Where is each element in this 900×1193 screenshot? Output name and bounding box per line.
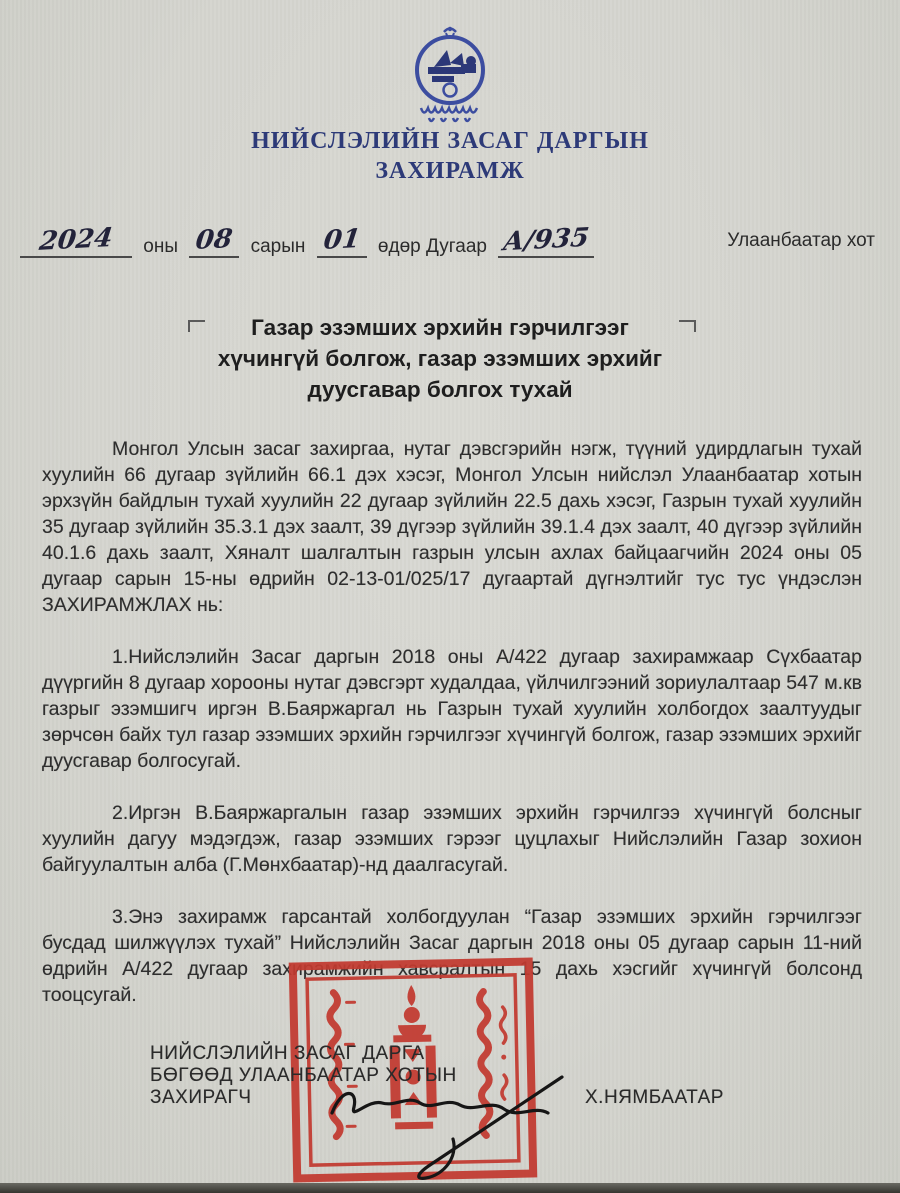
ulaanbaatar-city-emblem-icon	[391, 24, 509, 124]
month-blank	[189, 222, 239, 258]
clause-3-paragraph: 3.Энэ захирамж гарсантай холбогдуулан “Газар эзэмших эрхийн гэрчилгээг бусдад шилжүүлэх тухай” Нийслэлийн Засаг даргын 2018 оны 05 дугаар сарын 11-ний өдрийн А/422 дугаар захирамжийн хавсралтын 15 дахь хэсгийг хүчингүй болсонд тооцсугай.	[42, 906, 862, 1006]
city-label: Улаанбаатар хот	[727, 230, 875, 251]
day-blank	[317, 222, 367, 258]
date-fields	[20, 222, 427, 258]
signer-position-line3: ЗАХИРАГЧ	[150, 1087, 252, 1108]
org-name	[0, 126, 900, 186]
org-name-line1: НИЙСЛЭЛИЙН ЗАСАГ ДАРГЫН	[251, 128, 649, 154]
title-line-1: Газар эзэмших эрхийн гэрчилгээг	[251, 315, 629, 340]
preamble-paragraph: Монгол Улсын засаг захиргаа, нутаг дэвсгэрийн нэгж, түүний удирдлагын тухай хуулийн 66 дугаар зүйлийн 66.1 дэх хэсэг, Монгол Улсын нийслэл Улаанбаатар хотын эрхзүйн байдлын тухай хуулийн 22 дугаар зүйлийн 22.5 дахь хэсэг, Газрын тухай хуулийн 35 дугаар зүйлийн 35.3.1 дэх заалт, 39 дүгээр зүйлийн 39.1.4 дэх заалт, 40 дүгээр зүйлийн 40.1.6 дахь заалт, Хяналт шалгалтын газрын улсын ахлах байцаагчийн 2024 оны 05 дугаар сарын 15-ны өдрийн 02-13-01/025/17 дугаартай дүгнэлтийг тус тус үндэслэн ЗАХИРАМЖЛАХ нь:	[42, 438, 862, 616]
decree-number-label: Дугаар	[426, 236, 487, 257]
month-label: сарын	[250, 236, 306, 257]
day-label: өдөр	[377, 236, 421, 257]
decree-number-blank	[498, 222, 594, 258]
signer-name: Х.НЯМБААТАР	[585, 1087, 724, 1108]
decree-number-handwritten-value: А/935	[501, 222, 591, 258]
document-body	[42, 436, 862, 1034]
document-title	[180, 312, 700, 405]
year-label: оны	[143, 236, 178, 257]
year-handwritten-value: 2024	[37, 223, 115, 257]
day-handwritten-value: 01	[321, 224, 362, 256]
clause-1-paragraph: 1.Нийслэлийн Засаг даргын 2018 оны А/422 дугаар захирамжаар Сүхбаатар дүүргийн 8 дугаар хорооны нутаг дэвсгэрт худалдаа, үйлчилгээний зориулалтаар 547 м.кв газрыг эзэмшигч иргэн В.Баяржаргал нь Газрын тухай хуулийн холбогдох заалтуудыг зөрчсөн байх тул газар эзэмших эрхийн гэрчилгээг хүчингүй болгож, газар эзэмших эрхийг дуусгавар болгосугай.	[42, 646, 862, 772]
month-handwritten-value: 08	[194, 224, 235, 256]
org-name-line2: ЗАХИРАМЖ	[375, 158, 525, 184]
crop-mark-left-icon	[188, 320, 205, 332]
year-blank	[20, 222, 132, 258]
signature-section	[0, 1005, 900, 1193]
decree-number-field	[420, 222, 594, 258]
signer-position-line1: НИЙСЛЭЛИЙН ЗАСАГ ДАРГА	[150, 1043, 425, 1064]
signer-position-line2: БӨГӨӨД УЛААНБААТАР ХОТЫН	[150, 1065, 457, 1086]
date-number-row	[0, 218, 900, 258]
emblem-container	[0, 24, 900, 129]
crop-mark-right-icon	[679, 320, 696, 332]
clause-2-paragraph: 2.Иргэн В.Баяржаргалын газар эзэмших эрхийн гэрчилгээ хүчингүй болсныг хуулийн дагуу мэдэгдэж, газар эзэмших гэрээг цуцлахыг Нийслэлийн Газар зохион байгуулалтын алба (Г.Мөнхбаатар)-нд даалгасугай.	[42, 802, 862, 876]
photo-bottom-edge	[0, 1183, 900, 1193]
handwritten-signature-icon	[322, 1067, 587, 1182]
title-line-2: хүчингүй болгож, газар эзэмших эрхийг	[217, 346, 663, 371]
title-line-3: дуусгавар болгох тухай	[307, 377, 573, 402]
